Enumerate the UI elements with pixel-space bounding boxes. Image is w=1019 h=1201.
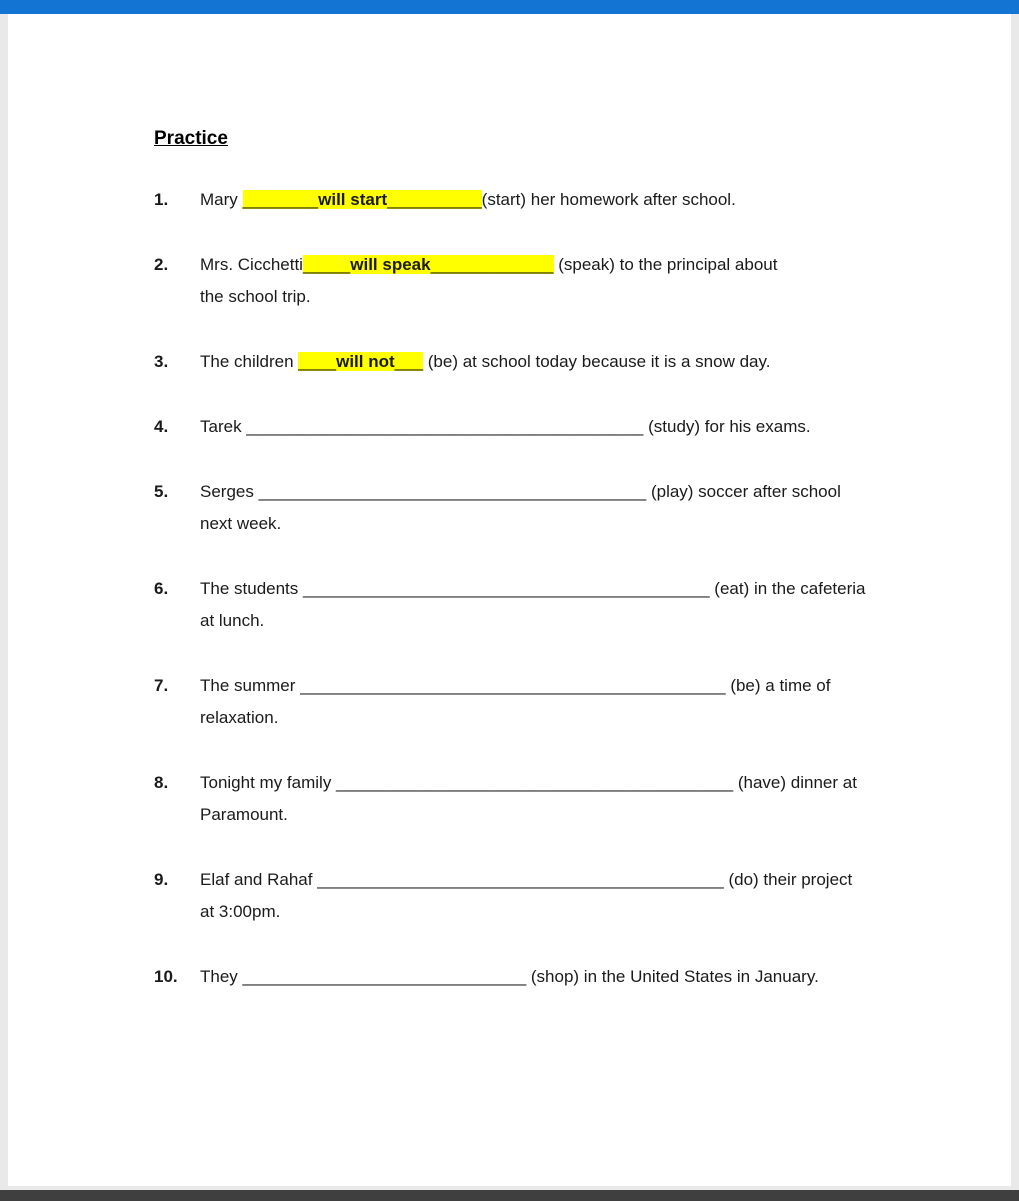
question-number: 4. xyxy=(154,417,169,436)
question-post-text: __________________________________________ (have) dinner at xyxy=(336,773,857,792)
question-pre-text: Mary xyxy=(200,190,243,209)
question-number: 1. xyxy=(154,190,169,209)
question-line-2: next week. xyxy=(200,514,282,533)
question-row-2 xyxy=(154,249,915,313)
question-row-5 xyxy=(154,476,915,540)
question-post-text: __________________________________________ (study) for his exams. xyxy=(246,417,811,436)
answer-underscores-left: ____ xyxy=(298,352,337,371)
question-body xyxy=(200,767,915,831)
highlighted-answer xyxy=(243,190,482,209)
question-post-text: (speak) to the principal about xyxy=(553,255,778,274)
question-line xyxy=(200,184,915,216)
question-line xyxy=(200,670,915,702)
question-post-text: (be) at school today because it is a snow day. xyxy=(423,352,771,371)
highlighted-answer xyxy=(298,352,423,371)
question-number: 8. xyxy=(154,773,169,792)
document-page xyxy=(8,14,1011,1186)
question-number: 3. xyxy=(154,352,169,371)
question-pre-text: Serges xyxy=(200,482,259,501)
question-body xyxy=(200,249,915,313)
question-row-4 xyxy=(154,411,915,443)
question-body xyxy=(200,346,915,378)
top-accent-bar xyxy=(0,0,1019,14)
question-line xyxy=(200,476,915,508)
question-row-6 xyxy=(154,573,915,637)
answer-text: will speak xyxy=(350,255,431,274)
question-post-text: ______________________________ (shop) in the United States in January. xyxy=(242,967,819,986)
question-pre-text: Elaf and Rahaf xyxy=(200,870,318,889)
question-line-2: the school trip. xyxy=(200,287,311,306)
question-post-text: _________________________________________ (play) soccer after school xyxy=(258,482,841,501)
question-body xyxy=(200,961,915,993)
question-line-2: at 3:00pm. xyxy=(200,902,281,921)
question-body xyxy=(200,670,915,734)
question-body xyxy=(200,411,915,443)
highlighted-answer xyxy=(303,255,554,274)
bottom-bar xyxy=(0,1190,1019,1201)
page-title: Practice xyxy=(154,128,228,149)
question-line-2: Paramount. xyxy=(200,805,288,824)
question-pre-text: The summer xyxy=(200,676,301,695)
question-line xyxy=(200,573,915,605)
question-line xyxy=(200,961,915,993)
question-number: 9. xyxy=(154,870,169,889)
question-number: 6. xyxy=(154,579,169,598)
answer-underscores-right: ___ xyxy=(394,352,424,371)
question-number: 2. xyxy=(154,255,169,274)
question-number: 7. xyxy=(154,676,169,695)
question-line xyxy=(200,346,915,378)
question-row-7 xyxy=(154,670,915,734)
answer-underscores-right: _____________ xyxy=(430,255,554,274)
question-pre-text: They xyxy=(200,967,243,986)
question-post-text: (start) her homework after school. xyxy=(481,190,736,209)
question-row-8 xyxy=(154,767,915,831)
question-row-3 xyxy=(154,346,915,378)
question-row-9 xyxy=(154,864,915,928)
question-pre-text: Tarek xyxy=(200,417,247,436)
question-number: 10. xyxy=(154,967,178,986)
answer-underscores-left: _____ xyxy=(302,255,351,274)
question-pre-text: The students xyxy=(200,579,304,598)
answer-text: will start xyxy=(318,190,388,209)
question-list xyxy=(154,184,915,993)
answer-underscores-left: ________ xyxy=(242,190,319,209)
answer-underscores-right: __________ xyxy=(387,190,482,209)
question-post-text: ___________________________________________ (eat) in the cafeteria xyxy=(303,579,866,598)
question-number: 5. xyxy=(154,482,169,501)
question-line xyxy=(200,411,915,443)
question-pre-text: The children xyxy=(200,352,299,371)
question-body xyxy=(200,864,915,928)
question-line xyxy=(200,864,915,896)
answer-text: will not xyxy=(336,352,395,371)
question-pre-text: Mrs. Cicchetti xyxy=(200,255,303,274)
question-line-2: at lunch. xyxy=(200,611,265,630)
question-line xyxy=(200,767,915,799)
question-row-1 xyxy=(154,184,915,216)
question-pre-text: Tonight my family xyxy=(200,773,337,792)
question-post-text: ___________________________________________ (do) their project xyxy=(317,870,853,889)
question-line xyxy=(200,249,915,281)
question-body xyxy=(200,476,915,540)
question-body xyxy=(200,184,915,216)
question-line-2: relaxation. xyxy=(200,708,279,727)
question-post-text: _____________________________________________ (be) a time of xyxy=(300,676,831,695)
question-row-10 xyxy=(154,961,915,993)
question-body xyxy=(200,573,915,637)
